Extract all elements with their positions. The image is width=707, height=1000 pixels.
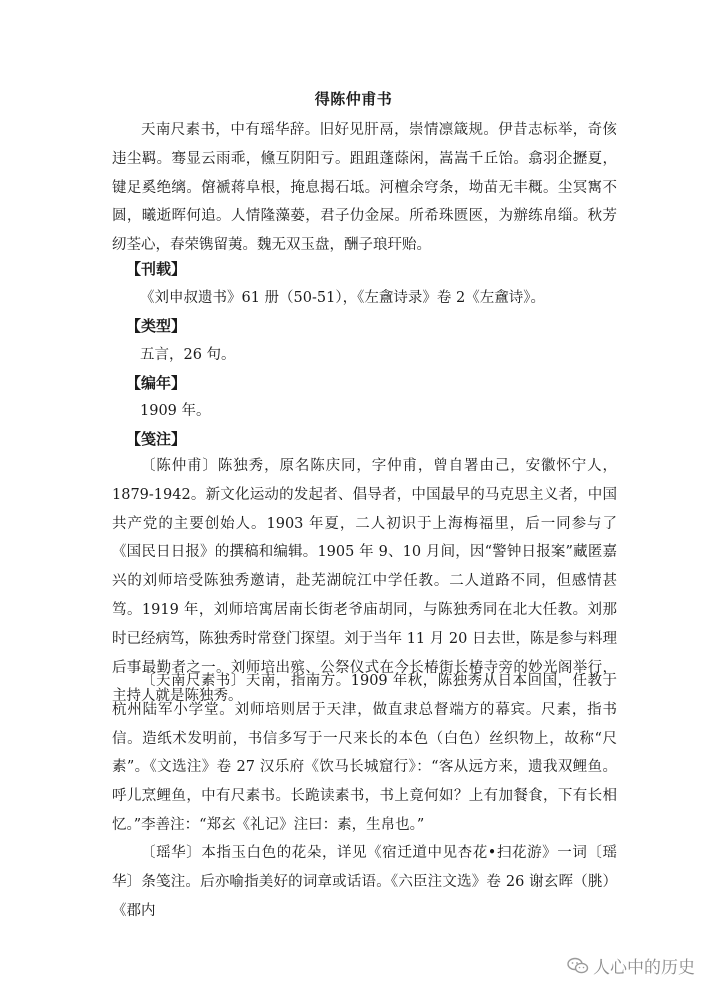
publication-text: 《刘申叔遗书》61 册（50-51），《左盦诗录》卷 2《左盦诗》。 <box>140 290 545 306</box>
poem-text: 天南尺素书，中有瑶华辞。旧好见肝鬲，崇情凛箴规。伊昔志标举，奇侅违尘羁。骞显云雨乖，儵互阴阳亏。跙跙蓬蒢闲，嵩嵩千丘饴。翕羽企攊夏，键足奚绝缡。僒褫蒋阜根，掩息揭石坻。河檀余穹条，坳苗无丰穊。尘冥寯不圆，曦逝晖何追。人情隆藻蒆，君子仂金屎。所希珠匮匧，为辦练帛缁。秋芳纫荃心，春荣镌留荑。魏无双玉盘，酬子琅玕贻。 <box>112 122 617 254</box>
note-tiannan-chisu: 〔天南尺素书〕天南，指南方。1909 年秋，陈独秀从日本回国，任教于杭州陆军小学堂。刘师培则居于天津，做直隶总督端方的幕宾。尺素，指书信。造纸术发明前，书信多写于一尺来长的本色（白色）丝织物上，故称“尺素”。《文选注》卷 27 汉乐府《饮马长城窟行》：“客从远方来，遗我双鲤鱼。呼儿烹鲤鱼，中有尺素书。长跪读素书，书上竟何如？上有加餐食，下有长相忆。”李善注：“郑玄《礼记》注曰：素，生帛也。” <box>112 673 617 833</box>
watermark-text: 人心中的历史 <box>593 958 695 978</box>
type-text: 五言，26 句。 <box>140 347 236 363</box>
note-chen-zhongfu: 〔陈仲甫〕陈独秀，原名陈庆同，字仲甫，曾自署由己，安徽怀宁人，1879-1942。新文化运动的发起者、倡导者，中国最早的马克思主义者，中国共产党的主要创始人。1903 年夏，二人初识于上海梅福里，后一同参与了《国民日日报》的撰稿和编辑。1905 年 9、10 月间，因“警钟日报案”藏匿嘉兴的刘师培受陈独秀邀请，赴芜湖皖江中学任教。二人道路不同，但感情甚笃。1919 年，刘师培寓居南长街老爷庙胡同，与陈独秀同在北大任教。刘那时已经病笃，陈独秀时常登门探望。刘于当年 11 月 20 日去世，陈是参与料理后事最勤者之一。刘师培出殡、公祭仪式在今长椿街长椿寺旁的妙光阁举行，主持人就是陈独秀。 <box>112 458 617 705</box>
year-heading: 【编年】 <box>126 374 187 392</box>
year-text: 1909 年。 <box>140 403 211 419</box>
poem-title: 得陈仲甫书 <box>314 90 393 108</box>
note-yaohua: 〔瑶华〕本指玉白色的花朵，详见《宿迁道中见杏花•扫花游》一词〔瑶华〕条笺注。后亦喻指美好的词章或话语。《六臣注文选》卷 26 谢玄晖（朓）《郡内 <box>112 845 617 919</box>
wechat-icon <box>567 957 589 975</box>
notes-heading: 【笺注】 <box>126 430 187 448</box>
publication-heading: 【刊载】 <box>126 260 187 278</box>
type-heading: 【类型】 <box>126 317 187 335</box>
watermark <box>567 953 695 978</box>
